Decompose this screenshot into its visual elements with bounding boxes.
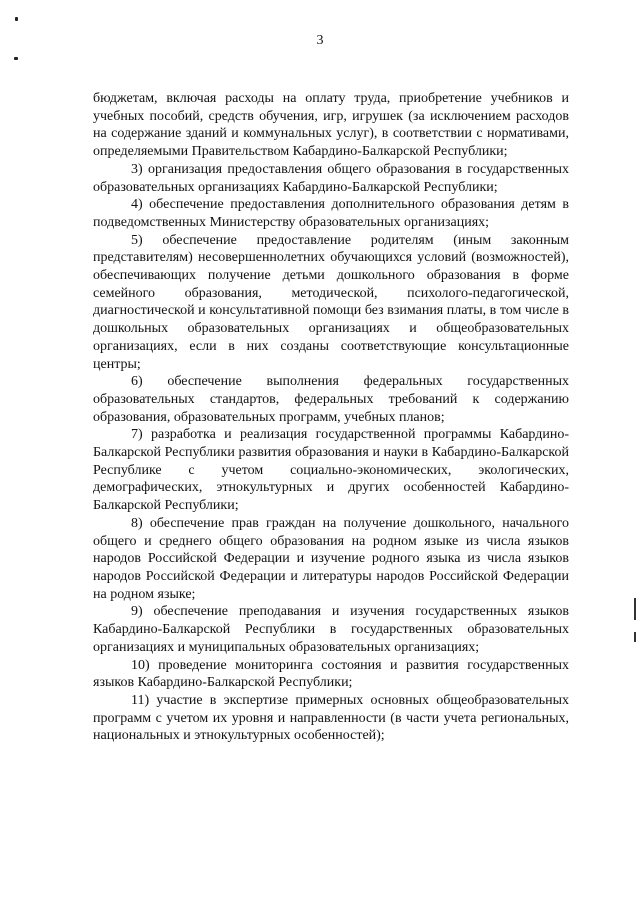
scan-mark-bottom: [14, 57, 18, 60]
paragraph-item-11: 11) участие в экспертизе примерных основных общеобразовательных программ с учетом их уровня и направленности (в части учета региональных, национальных и этнокультурных особенностей);: [93, 692, 569, 744]
paragraph-item-6: 6) обеспечение выполнения федеральных государственных образовательных стандартов, федеральных требований к содержанию образования, образовательных программ, учебных планов;: [93, 374, 569, 425]
document-body: [93, 90, 569, 745]
page-number: 3: [316, 33, 324, 48]
paragraph-continuation: бюджетам, включая расходы на оплату труда, приобретение учебников и учебных пособий, средств обучения, игр, игрушек (за исключением расходов на содержание зданий и коммунальных услуг), в соответствии с нормативами, определяемыми Правительством Кабардино-Балкарской Республики;: [93, 91, 569, 160]
scan-mark-top: [15, 17, 18, 21]
paragraph-item-4: 4) обеспечение предоставления дополнительного образования детям в подведомственных Министерству образовательных организациях;: [93, 197, 569, 230]
paragraph-item-10: 10) проведение мониторинга состояния и развития государственных языков Кабардино-Балкарской Республики;: [93, 657, 569, 691]
paragraph-item-5: 5) обеспечение предоставление родителям (иным законным представителям) несовершеннолетних обучающихся условий (возможностей), обеспечивающих получение детьми дошкольного образования в форме семейного образования, методической, психолого-педагогической, диагностической и консультативной помощи без взимания платы, в том числе в дошкольных образовательных организациях и общеобразовательных организациях, если в них созданы соответствующие консультационные центры;: [93, 232, 569, 372]
paragraph-item-7: 7) разработка и реализация государственной программы Кабардино-Балкарской Республики развития образования и науки в Кабардино-Балкарской Республике с учетом социально-экономических, экологических, демографических, этнокультурных и других особенностей Кабардино-Балкарской Республики;: [93, 427, 569, 514]
scan-edge-mark-lower: [634, 632, 636, 642]
scan-edge-mark: [634, 598, 636, 620]
paragraph-item-8: 8) обеспечение прав граждан на получение дошкольного, начального общего и среднего общего образования на родном языке из числа языков народов Российской Федерации и изучение родного языка из числа языков народов Российской Федерации и литературы народов Российской Федерации на родном языке;: [93, 515, 569, 602]
paragraph-item-9: 9) обеспечение преподавания и изучения государственных языков Кабардино-Балкарской Республики в государственных образовательных организациях и муниципальных образовательных организациях;: [93, 604, 569, 655]
paragraph-item-3: 3) организация предоставления общего образования в государственных образовательных организациях Кабардино-Балкарской Республики;: [93, 161, 569, 195]
